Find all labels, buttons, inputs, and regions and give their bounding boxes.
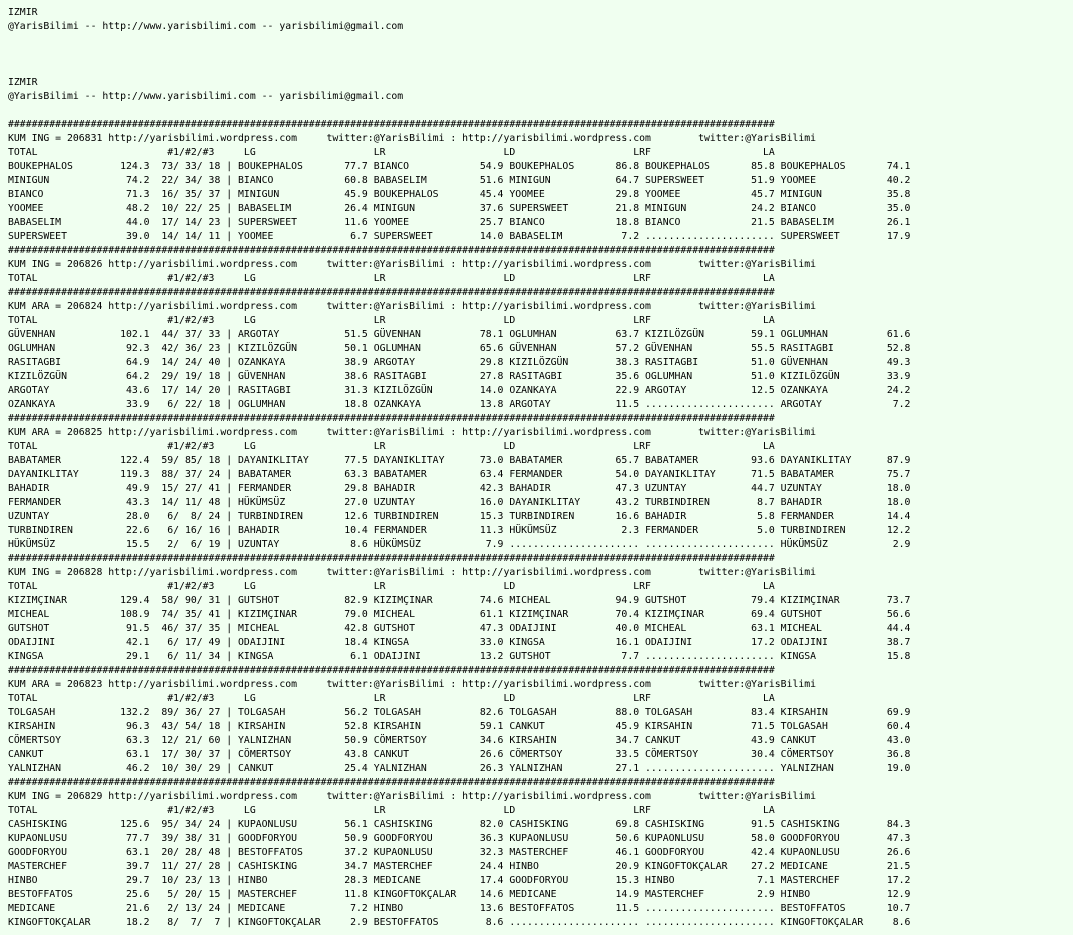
table-row: BABASELIM 44.0 17/ 14/ 23 | SUPERSWEET 11.6 YOOMEE 25.7 BIANCO 18.8 BIANCO 21.5 BABASELIM 26.1	[8, 217, 911, 228]
table-row: MINIGUN 74.2 22/ 34/ 38 | BIANCO 60.8 BABASELIM 51.6 MINIGUN 64.7 SUPERSWEET 51.9 YOOMEE 40.2	[8, 175, 911, 186]
table-row: YOOMEE 48.2 10/ 22/ 25 | BABASELIM 26.4 MINIGUN 37.6 SUPERSWEET 21.8 MINIGUN 24.2 BIANCO 35.0	[8, 203, 911, 214]
table-row: KIRSAHIN 96.3 43/ 54/ 18 | KIRSAHIN 52.8 KIRSAHIN 59.1 CANKUT 45.9 KIRSAHIN 71.5 TOLGASAH 60.4	[8, 721, 911, 732]
table-row: BIANCO 71.3 16/ 35/ 37 | MINIGUN 45.9 BOUKEPHALOS 45.4 YOOMEE 29.8 YOOMEE 45.7 MINIGUN 35.8	[8, 189, 911, 200]
table-row: HÜKÜMSÜZ 15.5 2/ 6/ 19 | UZUNTAY 8.6 HÜKÜMSÜZ 7.9 ...................... ...................... HÜKÜMSÜZ 2.9	[8, 539, 911, 550]
table-row: BOUKEPHALOS 124.3 73/ 33/ 18 | BOUKEPHALOS 77.7 BIANCO 54.9 BOUKEPHALOS 86.8 BOUKEPHALOS 85.8 BOUKEPHALOS 74.1	[8, 161, 911, 172]
table-row: KINGOFTOKÇALAR 18.2 8/ 7/ 7 | KINGOFTOKÇALAR 2.9 BESTOFFATOS 8.6 ...................... ...................... KINGOFTOKÇALAR 8.6	[8, 917, 911, 928]
table-row: TOLGASAH 132.2 89/ 36/ 27 | TOLGASAH 56.2 TOLGASAH 82.6 TOLGASAH 88.0 TOLGASAH 83.4 KIRSAHIN 69.9	[8, 707, 911, 718]
table-row: OGLUMHAN 92.3 42/ 36/ 23 | KIZILÖZGÜN 50.1 OGLUMHAN 65.6 GÜVENHAN 57.2 GÜVENHAN 55.5 RASITAGBI 52.8	[8, 343, 911, 354]
table-row: SUPERSWEET 39.0 14/ 14/ 11 | YOOMEE 6.7 SUPERSWEET 14.0 BABASELIM 7.2 ...................... SUPERSWEET 17.9	[8, 231, 911, 242]
column-header: TOTAL #1/#2/#3 LG LR LD LRF LA	[8, 581, 775, 592]
city-title: IZMIR	[8, 7, 38, 18]
separator-line: ##################################################################################################################################	[8, 777, 775, 788]
race-header: KUM ARA = 206825 http://yarisbilimi.wordpress.com twitter:@YarisBilimi : http://yarisbilimi.wordpress.com twitter:@YarisBilimi	[8, 427, 817, 438]
race-header: KUM ING = 206831 http://yarisbilimi.wordpress.com twitter:@YarisBilimi : http://yarisbilimi.wordpress.com twitter:@YarisBilimi	[8, 133, 817, 144]
text-line	[8, 48, 1073, 62]
table-row: CÖMERTSOY 63.3 12/ 21/ 60 | YALNIZHAN 50.9 CÖMERTSOY 34.6 KIRSAHIN 34.7 CANKUT 43.9 CANKUT 43.0	[8, 735, 911, 746]
table-row: CANKUT 63.1 17/ 30/ 37 | CÖMERTSOY 43.8 CANKUT 26.6 CÖMERTSOY 33.5 CÖMERTSOY 30.4 CÖMERTSOY 36.8	[8, 749, 911, 760]
race-header: KUM ING = 206826 http://yarisbilimi.wordpress.com twitter:@YarisBilimi : http://yarisbilimi.wordpress.com twitter:@YarisBilimi	[8, 259, 817, 270]
table-row: GUTSHOT 91.5 46/ 37/ 35 | MICHEAL 42.8 GUTSHOT 47.3 ODAIJINI 40.0 MICHEAL 63.1 MICHEAL 44.4	[8, 623, 911, 634]
table-row: KIZILÖZGÜN 64.2 29/ 19/ 18 | GÜVENHAN 38.6 RASITAGBI 27.8 RASITAGBI 35.6 OGLUMHAN 51.0 KIZILÖZGÜN 33.9	[8, 371, 911, 382]
contact-line: @YarisBilimi -- http://www.yarisbilimi.com -- yarisbilimi@gmail.com	[8, 91, 404, 102]
race-header: KUM ARA = 206823 http://yarisbilimi.wordpress.com twitter:@YarisBilimi : http://yarisbilimi.wordpress.com twitter:@YarisBilimi	[8, 679, 817, 690]
column-header: TOTAL #1/#2/#3 LG LR LD LRF LA	[8, 147, 775, 158]
separator-line: ##################################################################################################################################	[8, 287, 775, 298]
separator-line: ##################################################################################################################################	[8, 245, 775, 256]
table-row: GOODFORYOU 63.1 20/ 28/ 48 | BESTOFFATOS 37.2 KUPAONLUSU 32.3 MASTERCHEF 46.1 GOODFORYOU 42.4 KUPAONLUSU 26.6	[8, 847, 911, 858]
separator-line: ##################################################################################################################################	[8, 119, 775, 130]
table-row: MEDICANE 21.6 2/ 13/ 24 | MEDICANE 7.2 HINBO 13.6 BESTOFFATOS 11.5 ...................... BESTOFFATOS 10.7	[8, 903, 911, 914]
text-line	[8, 104, 1073, 118]
table-row: TURBINDIREN 22.6 6/ 16/ 16 | BAHADIR 10.4 FERMANDER 11.3 HÜKÜMSÜZ 2.3 FERMANDER 5.0 TURBINDIREN 12.2	[8, 525, 911, 536]
city-title: IZMIR	[8, 77, 38, 88]
separator-line: ##################################################################################################################################	[8, 413, 775, 424]
table-row: ODAIJINI 42.1 6/ 17/ 49 | ODAIJINI 18.4 KINGSA 33.0 KINGSA 16.1 ODAIJINI 17.2 ODAIJINI 38.7	[8, 637, 911, 648]
race-header: KUM ING = 206829 http://yarisbilimi.wordpress.com twitter:@YarisBilimi : http://yarisbilimi.wordpress.com twitter:@YarisBilimi	[8, 791, 817, 802]
table-row: BABATAMER 122.4 59/ 85/ 18 | DAYANIKLITAY 77.5 DAYANIKLITAY 73.0 BABATAMER 65.7 BABATAMER 93.6 DAYANIKLITAY 87.9	[8, 455, 911, 466]
table-row: DAYANIKLITAY 119.3 88/ 37/ 24 | BABATAMER 63.3 BABATAMER 63.4 FERMANDER 54.0 DAYANIKLITAY 71.5 BABATAMER 75.7	[8, 469, 911, 480]
column-header: TOTAL #1/#2/#3 LG LR LD LRF LA	[8, 805, 775, 816]
table-row: FERMANDER 43.3 14/ 11/ 48 | HÜKÜMSÜZ 27.0 UZUNTAY 16.0 DAYANIKLITAY 43.2 TURBINDIREN 8.7 BAHADIR 18.0	[8, 497, 911, 508]
separator-line: ##################################################################################################################################	[8, 665, 775, 676]
column-header: TOTAL #1/#2/#3 LG LR LD LRF LA	[8, 315, 775, 326]
table-row: MICHEAL 108.9 74/ 35/ 41 | KIZIMÇINAR 79.0 MICHEAL 61.1 KIZIMÇINAR 70.4 KIZIMÇINAR 69.4 GUTSHOT 56.6	[8, 609, 911, 620]
table-row: KUPAONLUSU 77.7 39/ 38/ 31 | GOODFORYOU 50.9 GOODFORYOU 36.3 KUPAONLUSU 50.6 KUPAONLUSU 58.0 GOODFORYOU 47.3	[8, 833, 911, 844]
contact-line: @YarisBilimi -- http://www.yarisbilimi.com -- yarisbilimi@gmail.com	[8, 21, 404, 32]
table-row: YALNIZHAN 46.2 10/ 30/ 29 | CANKUT 25.4 YALNIZHAN 26.3 YALNIZHAN 27.1 ...................... YALNIZHAN 19.0	[8, 763, 911, 774]
column-header: TOTAL #1/#2/#3 LG LR LD LRF LA	[8, 693, 775, 704]
table-row: RASITAGBI 64.9 14/ 24/ 40 | OZANKAYA 38.9 ARGOTAY 29.8 KIZILÖZGÜN 38.3 RASITAGBI 51.0 GÜVENHAN 49.3	[8, 357, 911, 368]
race-header: KUM ARA = 206824 http://yarisbilimi.wordpress.com twitter:@YarisBilimi : http://yarisbilimi.wordpress.com twitter:@YarisBilimi	[8, 301, 817, 312]
table-row: UZUNTAY 28.0 6/ 8/ 24 | TURBINDIREN 12.6 TURBINDIREN 15.3 TURBINDIREN 16.6 BAHADIR 5.8 FERMANDER 14.4	[8, 511, 911, 522]
table-row: KINGSA 29.1 6/ 11/ 34 | KINGSA 6.1 ODAIJINI 13.2 GUTSHOT 7.7 ...................... KINGSA 15.8	[8, 651, 911, 662]
text-line	[8, 62, 1073, 76]
column-header: TOTAL #1/#2/#3 LG LR LD LRF LA	[8, 441, 775, 452]
separator-line: ##################################################################################################################################	[8, 553, 775, 564]
table-row: CASHISKING 125.6 95/ 34/ 24 | KUPAONLUSU 56.1 CASHISKING 82.0 CASHISKING 69.8 CASHISKING 91.5 CASHISKING 84.3	[8, 819, 911, 830]
table-row: GÜVENHAN 102.1 44/ 37/ 33 | ARGOTAY 51.5 GÜVENHAN 78.1 OGLUMHAN 63.7 KIZILÖZGÜN 59.1 OGLUMHAN 61.6	[8, 329, 911, 340]
table-row: OZANKAYA 33.9 6/ 22/ 18 | OGLUMHAN 18.8 OZANKAYA 13.8 ARGOTAY 11.5 ...................... ARGOTAY 7.2	[8, 399, 911, 410]
table-row: HINBO 29.7 10/ 23/ 13 | HINBO 28.3 MEDICANE 17.4 GOODFORYOU 15.3 HINBO 7.1 MASTERCHEF 17.2	[8, 875, 911, 886]
table-row: BAHADIR 49.9 15/ 27/ 41 | FERMANDER 29.8 BAHADIR 42.3 BAHADIR 47.3 UZUNTAY 44.7 UZUNTAY 18.0	[8, 483, 911, 494]
table-row: MASTERCHEF 39.7 11/ 27/ 28 | CASHISKING 34.7 MASTERCHEF 24.4 HINBO 20.9 KINGOFTOKÇALAR 27.2 MEDICANE 21.5	[8, 861, 911, 872]
text-line	[8, 34, 1073, 48]
table-row: BESTOFFATOS 25.6 5/ 20/ 15 | MASTERCHEF 11.8 KINGOFTOKÇALAR 14.6 MEDICANE 14.9 MASTERCHEF 2.9 HINBO 12.9	[8, 889, 911, 900]
race-header: KUM ING = 206828 http://yarisbilimi.wordpress.com twitter:@YarisBilimi : http://yarisbilimi.wordpress.com twitter:@YarisBilimi	[8, 567, 817, 578]
table-row: ARGOTAY 43.6 17/ 14/ 20 | RASITAGBI 31.3 KIZILÖZGÜN 14.0 OZANKAYA 22.9 ARGOTAY 12.5 OZANKAYA 24.2	[8, 385, 911, 396]
table-row: KIZIMÇINAR 129.4 58/ 90/ 31 | GUTSHOT 82.9 KIZIMÇINAR 74.6 MICHEAL 94.9 GUTSHOT 79.4 KIZIMÇINAR 73.7	[8, 595, 911, 606]
column-header: TOTAL #1/#2/#3 LG LR LD LRF LA	[8, 273, 775, 284]
